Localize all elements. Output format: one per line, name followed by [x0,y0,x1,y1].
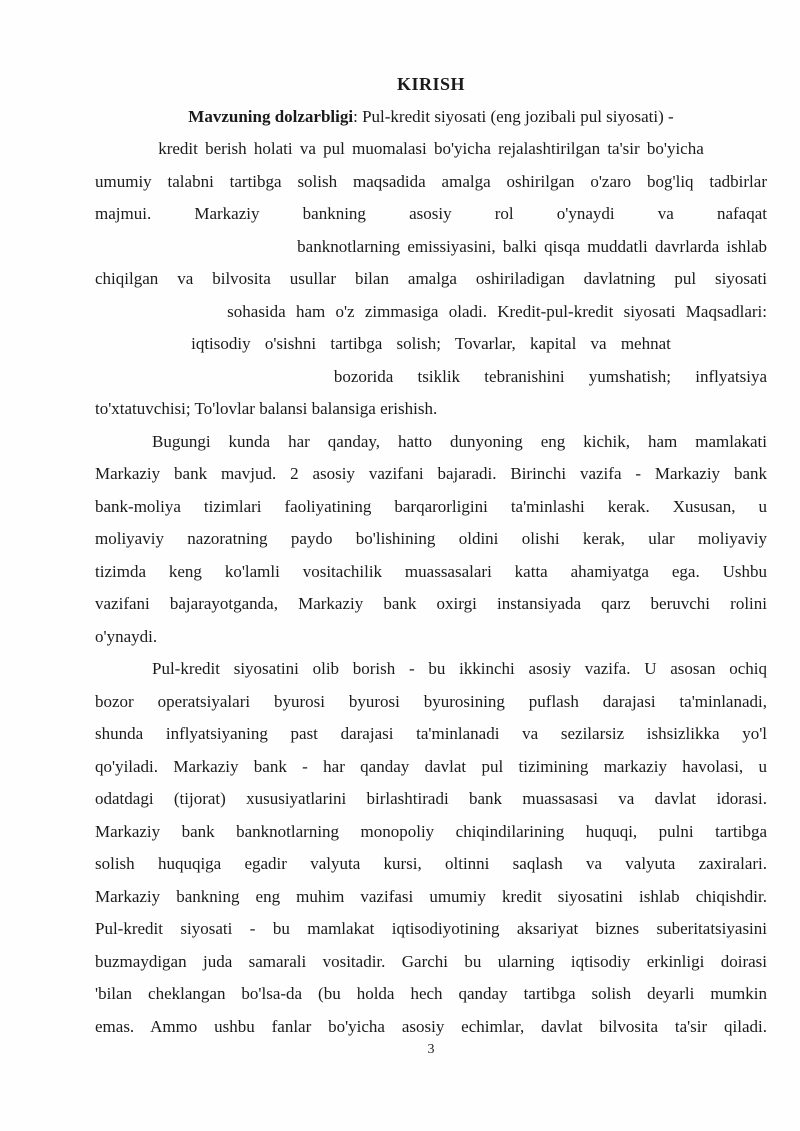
paragraph-line: 'bilan cheklangan bo'lsa-da (bu holda hech qanday tartibga solish deyarli mumkin [95,984,767,1003]
paragraph-line: bank-moliya tizimlari faoliyatining barqarorligini ta'minlashi kerak. Xususan, u [95,496,767,516]
paragraph-line: Pul-kredit siyosatini olib borish - bu ikkinchi asosiy vazifa. U asosan ochiq [152,659,767,678]
paragraph-line: bozorida tsiklik tebranishini yumshatish; inflyatsiya [333,366,767,386]
paragraph-line: bozor operatsiyalari byurosi byurosi byurosining puflash darajasi ta'minlanadi, [95,691,767,711]
paragraph-line: Markaziy bank mavjud. 2 asosiy vazifani bajaradi. Birinchi vazifa - Markaziy bank [95,464,767,483]
paragraph-line: Markaziy bank banknotlarning monopoliy chiqindilarining huquqi, pulni tartibga [95,821,767,841]
paragraph-line: emas. Ammo ushbu fanlar bo'yicha asosiy echimlar, davlat bilvosita ta'sir qiladi. [95,1016,767,1036]
paragraph-line: majmui. Markaziy bankning asosiy rol o'ynaydi va nafaqat [95,204,767,223]
paragraph-central-bank-tasks [95,426,767,654]
paragraph-line: solish huquqiga egadir valyuta kursi, oltinni saqlash va valyuta zaxiralari. [95,854,767,873]
paragraph-line: moliyaviy nazoratning paydo bo'lishining oldini olishi kerak, ular moliyaviy [95,529,767,548]
paragraph-monetary-policy [95,653,767,1043]
lead-rest-text: : Pul-kredit siyosati (eng jozibali pul siyosati) - [353,106,674,126]
paragraph-line: banknotlarning emissiyasini, balki qisqa muddatli davrlarda ishlab [297,236,767,256]
paragraph-line: umumiy talabni tartibga solish maqsadida amalga oshirilgan o'zaro bog'liq tadbirlar [95,171,767,191]
paragraph-line: Markaziy bankning eng muhim vazifasi umumiy kredit siyosatini ishlab chiqishdir. [95,886,767,906]
paragraph-line: chiqilgan va bilvosita usullar bilan amalga oshiriladigan davlatning pul siyosati [95,269,767,288]
paragraph-line: odatdagi (tijorat) xususiyatlarini birlashtiradi bank muassasasi va davlat idorasi. [95,789,767,808]
lead-bold-text: Mavzuning dolzarbligi [188,106,354,126]
paragraph-line: Pul-kredit siyosati - bu mamlakat iqtisodiyotining aksariyat biznes suberitatsiyasini [95,919,767,938]
paragraph-line: iqtisodiy o'sishni tartibga solish; Tovarlar, kapital va mehnat [191,334,671,353]
paragraph-line: kredit berish holati va pul muomalasi bo'yicha rejalashtirilgan ta'sir bo'yicha [158,139,704,158]
paragraph-line: o'ynaydi. [95,626,158,646]
paragraph-line: Bugungi kunda har qanday, hatto dunyoning eng kichik, ham mamlakati [152,431,767,451]
paragraph-line: qo'yiladi. Markaziy bank - har qanday davlat pul tizimining markaziy havolasi, u [95,756,767,776]
paragraph-line: tizimda keng ko'lamli vositachilik muassasalari katta ahamiyatga ega. Ushbu [95,561,767,581]
paragraph-line [95,101,767,134]
page-title: KIRISH [396,74,466,94]
paragraph-line: buzmaydigan juda samarali vositadir. Garchi bu ularning iqtisodiy erkinligi doirasi [95,951,767,971]
paragraph-line: to'xtatuvchisi; To'lovlar balansi balansiga erishish. [95,399,438,418]
page-number: 3 [427,1042,435,1057]
paragraph-introduction [95,101,767,426]
paragraph-line: vazifani bajarayotganda, Markaziy bank oxirgi instansiyada qarz beruvchi rolini [95,594,767,613]
paragraph-line: sohasida ham o'z zimmasiga oladi. Kredit-pul-kredit siyosati Maqsadlari: [227,301,767,321]
paragraph-line: shunda inflyatsiyaning past darajasi ta'minlanadi va sezilarsiz ishsizlikka yo'l [95,724,767,743]
document-body [95,68,767,1043]
